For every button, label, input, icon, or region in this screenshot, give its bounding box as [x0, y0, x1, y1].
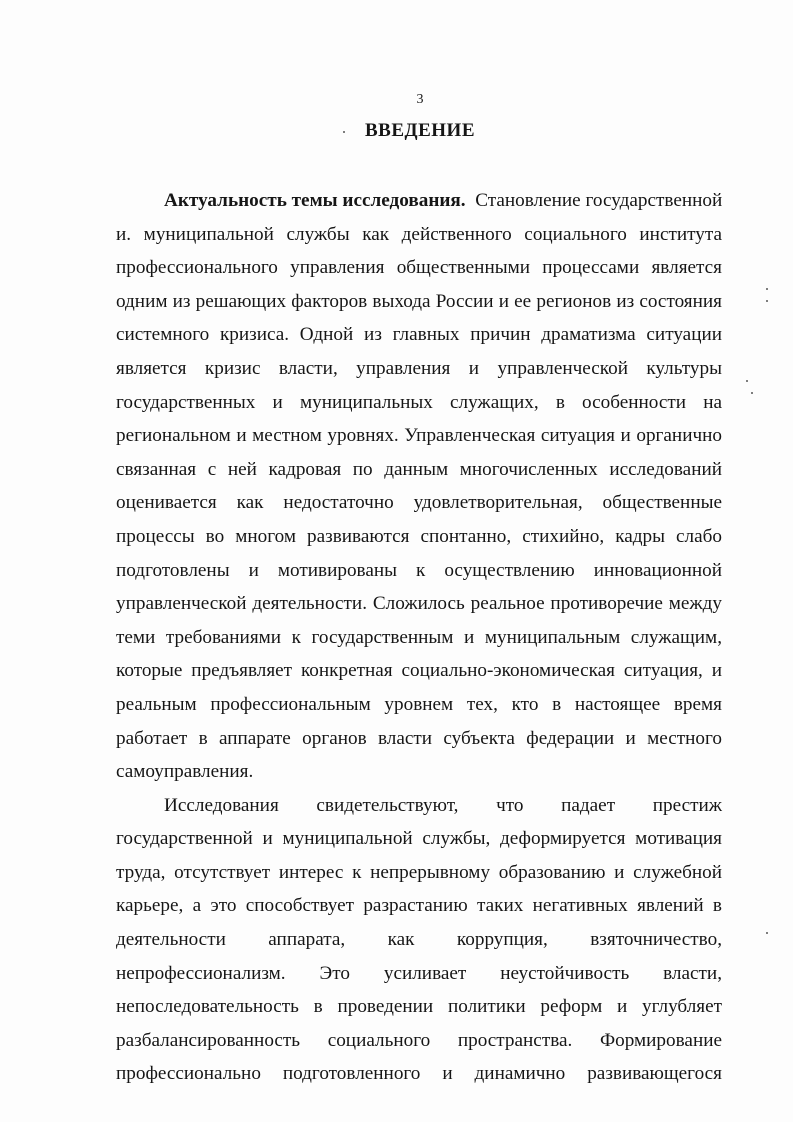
paragraph-2-line: карьере, а это способствует разрастанию таких негативных явлений в — [116, 895, 722, 917]
paragraph-2-line: разбалансированность социального пространства. Формирование — [116, 1029, 722, 1051]
scan-speck — [766, 288, 768, 290]
paragraph-2-line: профессионально подготовленного и динамично развивающегося — [116, 1063, 722, 1085]
paragraph-1-line: является кризис власти, управления и управленческой культуры — [116, 357, 722, 379]
paragraph-2-line: непрофессионализм. Это усиливает неустойчивость власти, — [116, 962, 722, 984]
paragraph-1-line: процессы во многом развиваются спонтанно, стихийно, кадры слабо — [116, 525, 722, 547]
paragraph-1-lead: Актуальность темы исследования. — [164, 190, 466, 211]
paragraph-1-line: управленческой деятельности. Сложилось реальное противоречие между — [116, 593, 722, 615]
body-text — [116, 184, 722, 1091]
scan-speck — [766, 300, 768, 302]
paragraph-1-line-1 — [116, 184, 722, 218]
paragraph-2-line: государственной и муниципальной службы, деформируется мотивация — [116, 828, 722, 850]
paragraph-2-line: непоследовательность в проведении политики реформ и углубляет — [116, 996, 722, 1018]
paragraph-1-line: профессионального управления общественными процессами является — [116, 257, 722, 279]
paragraph-2-line: деятельности аппарата, как коррупция, взяточничество, — [116, 929, 722, 951]
paragraph-1-line: региональном и местном уровнях. Управленческая ситуация и органично — [116, 425, 722, 447]
scan-speck — [751, 392, 753, 394]
paragraph-1-line: оценивается как недостаточно удовлетворительная, общественные — [116, 492, 722, 514]
paragraph-1-line: реальным профессиональным уровнем тех, кто в настоящее время — [116, 693, 722, 715]
paragraph-2-line: труда, отсутствует интерес к непрерывному образованию и служебной — [116, 861, 722, 883]
paragraph-1-line: одним из решающих факторов выхода России и ее регионов из состояния — [116, 290, 722, 312]
paragraph-1-line: государственных и муниципальных служащих, в особенности на — [116, 391, 722, 413]
paragraph-1-line: и. муниципальной службы как действенного социального института — [116, 223, 722, 245]
page-number: 3 — [416, 92, 424, 107]
paragraph-1-line: работает в аппарате органов власти субъекта федерации и местного — [116, 727, 722, 749]
paragraph-1-first-line: Становление государственной — [475, 190, 723, 211]
paragraph-1-line: теми требованиями к государственным и муниципальным служащим, — [116, 626, 722, 648]
paragraph-1-line: системного кризиса. Одной из главных причин драматизма ситуации — [116, 324, 722, 346]
paragraph-1-line: самоуправления. — [116, 761, 254, 783]
scan-speck — [766, 932, 768, 934]
section-title: ВВЕДЕНИЕ — [365, 120, 475, 141]
paragraph-1-line: связанная с ней кадровая по данным многочисленных исследований — [116, 458, 722, 480]
paragraph-1-line: подготовлены и мотивированы к осуществлению инновационной — [116, 559, 722, 581]
scan-speck — [746, 380, 748, 382]
paragraph-1-line: которые предъявляет конкретная социально-экономическая ситуация, и — [116, 660, 722, 682]
paragraph-2-line: Исследования свидетельствуют, что падает престиж — [164, 794, 722, 816]
